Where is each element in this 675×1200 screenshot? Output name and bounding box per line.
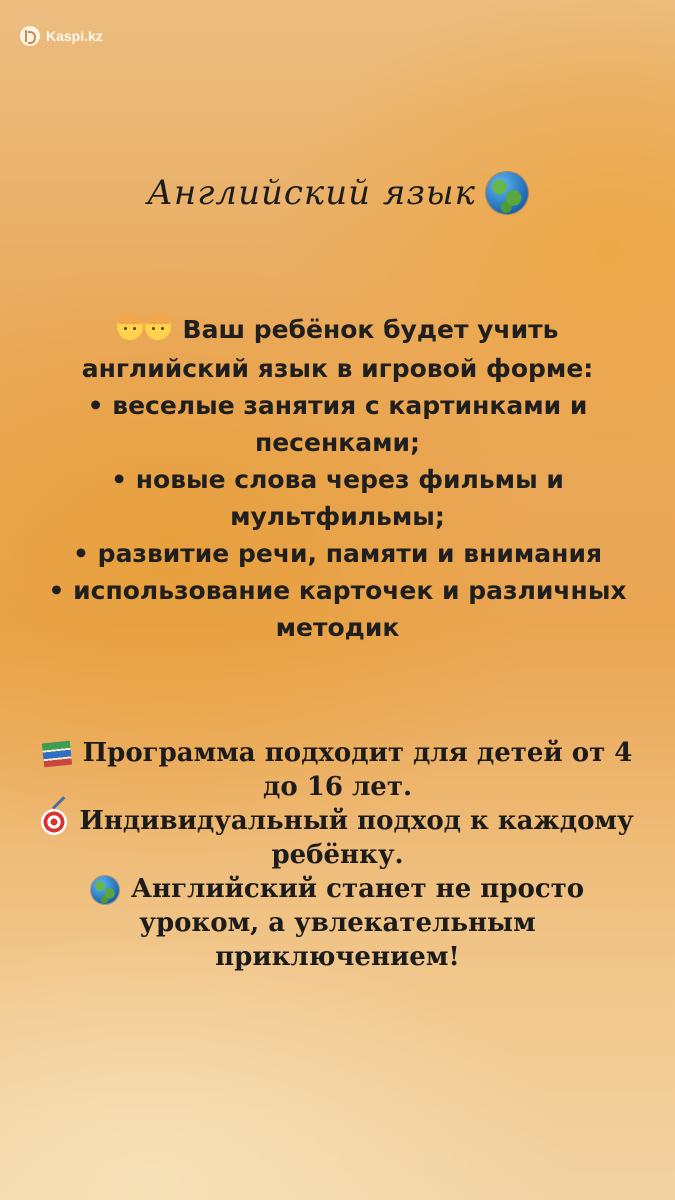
kaspi-logo-icon	[20, 26, 40, 46]
intro-line	[0, 311, 675, 350]
books-icon	[41, 741, 71, 768]
girls-faces-icon	[117, 313, 173, 350]
intro-line: песенками;	[254, 427, 421, 457]
benefit-line: ребёнку.	[271, 840, 404, 870]
benefit-line: приключением!	[215, 942, 460, 972]
intro-line: английский язык в игровой форме:	[81, 353, 594, 383]
intro-line-text: Ваш ребёнок будет учить	[182, 315, 559, 344]
benefit-line	[0, 736, 675, 770]
target-icon	[41, 809, 67, 835]
benefits-text-block	[0, 736, 675, 974]
intro-bullet: • использование карточек и различных	[48, 575, 627, 605]
benefit-line	[0, 872, 675, 906]
intro-line: мультфильмы;	[230, 501, 445, 531]
intro-text-block	[0, 311, 675, 646]
globe-icon	[486, 172, 528, 214]
intro-line: методик	[275, 612, 400, 642]
intro-bullet: • развитие речи, памяти и внимания	[72, 538, 603, 568]
watermark-text: Kaspi.kz	[46, 28, 103, 44]
benefit-line: уроком, а увлекательным	[139, 908, 536, 938]
benefit-line	[0, 804, 675, 838]
page-title	[0, 172, 675, 214]
title-text: Английский язык	[147, 173, 476, 213]
globe-icon	[91, 876, 119, 904]
kaspi-watermark	[20, 26, 103, 46]
benefit-line-text: Английский станет не просто	[130, 874, 585, 904]
benefit-line-text: Программа подходит для детей от 4	[82, 738, 633, 768]
benefit-line: до 16 лет.	[263, 772, 412, 802]
intro-bullet: • новые слова через фильмы и	[111, 464, 564, 494]
intro-bullet: • веселые занятия с картинками и	[87, 390, 588, 420]
benefit-line-text: Индивидуальный подход к каждому	[79, 806, 634, 836]
